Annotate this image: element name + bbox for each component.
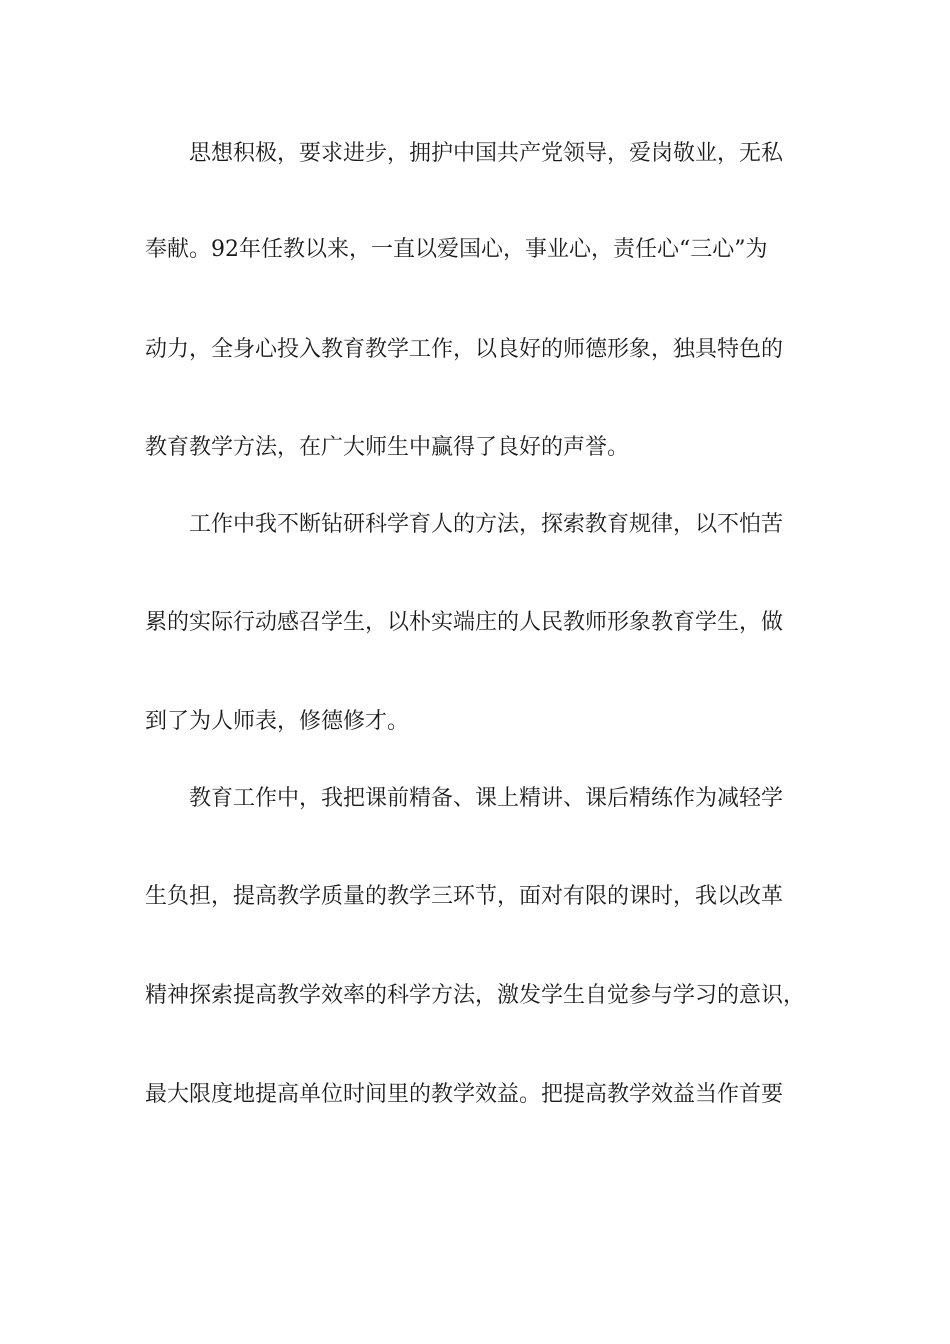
paragraph-1-line-4: 教育教学方法，在广大师生中赢得了良好的声誉。: [145, 435, 630, 460]
paragraph-2-line-1: 工作中我不断钻研科学育人的方法，探索教育规律，以不怕苦: [189, 512, 784, 537]
paragraph-3-line-1: 教育工作中，我把课前精备、课上精讲、课后精练作为减轻学: [189, 786, 784, 811]
paragraph-2-line-3: 到了为人师表，修德修才。: [145, 709, 410, 734]
paragraph-1-line-2: 奉献。92年任教以来，一直以爱国心，事业心，责任心“三心”为: [145, 237, 768, 262]
paragraph-3-line-3: 精神探索提高教学效率的科学方法，激发学生自觉参与学习的意识，: [145, 983, 806, 1008]
paragraph-3-line-4: 最大限度地提高单位时间里的教学效益。把提高教学效益当作首要: [145, 1082, 784, 1107]
paragraph-1-line-1: 思想积极，要求进步，拥护中国共产党领导，爱岗敬业，无私: [189, 141, 784, 166]
paragraph-3-line-2: 生负担，提高教学质量的教学三环节，面对有限的课时，我以改革: [145, 884, 784, 909]
paragraph-2-line-2: 累的实际行动感召学生，以朴实端庄的人民教师形象教育学生，做: [145, 610, 784, 635]
paragraph-1-line-3: 动力，全身心投入教育教学工作，以良好的师德形象，独具特色的: [145, 337, 784, 362]
